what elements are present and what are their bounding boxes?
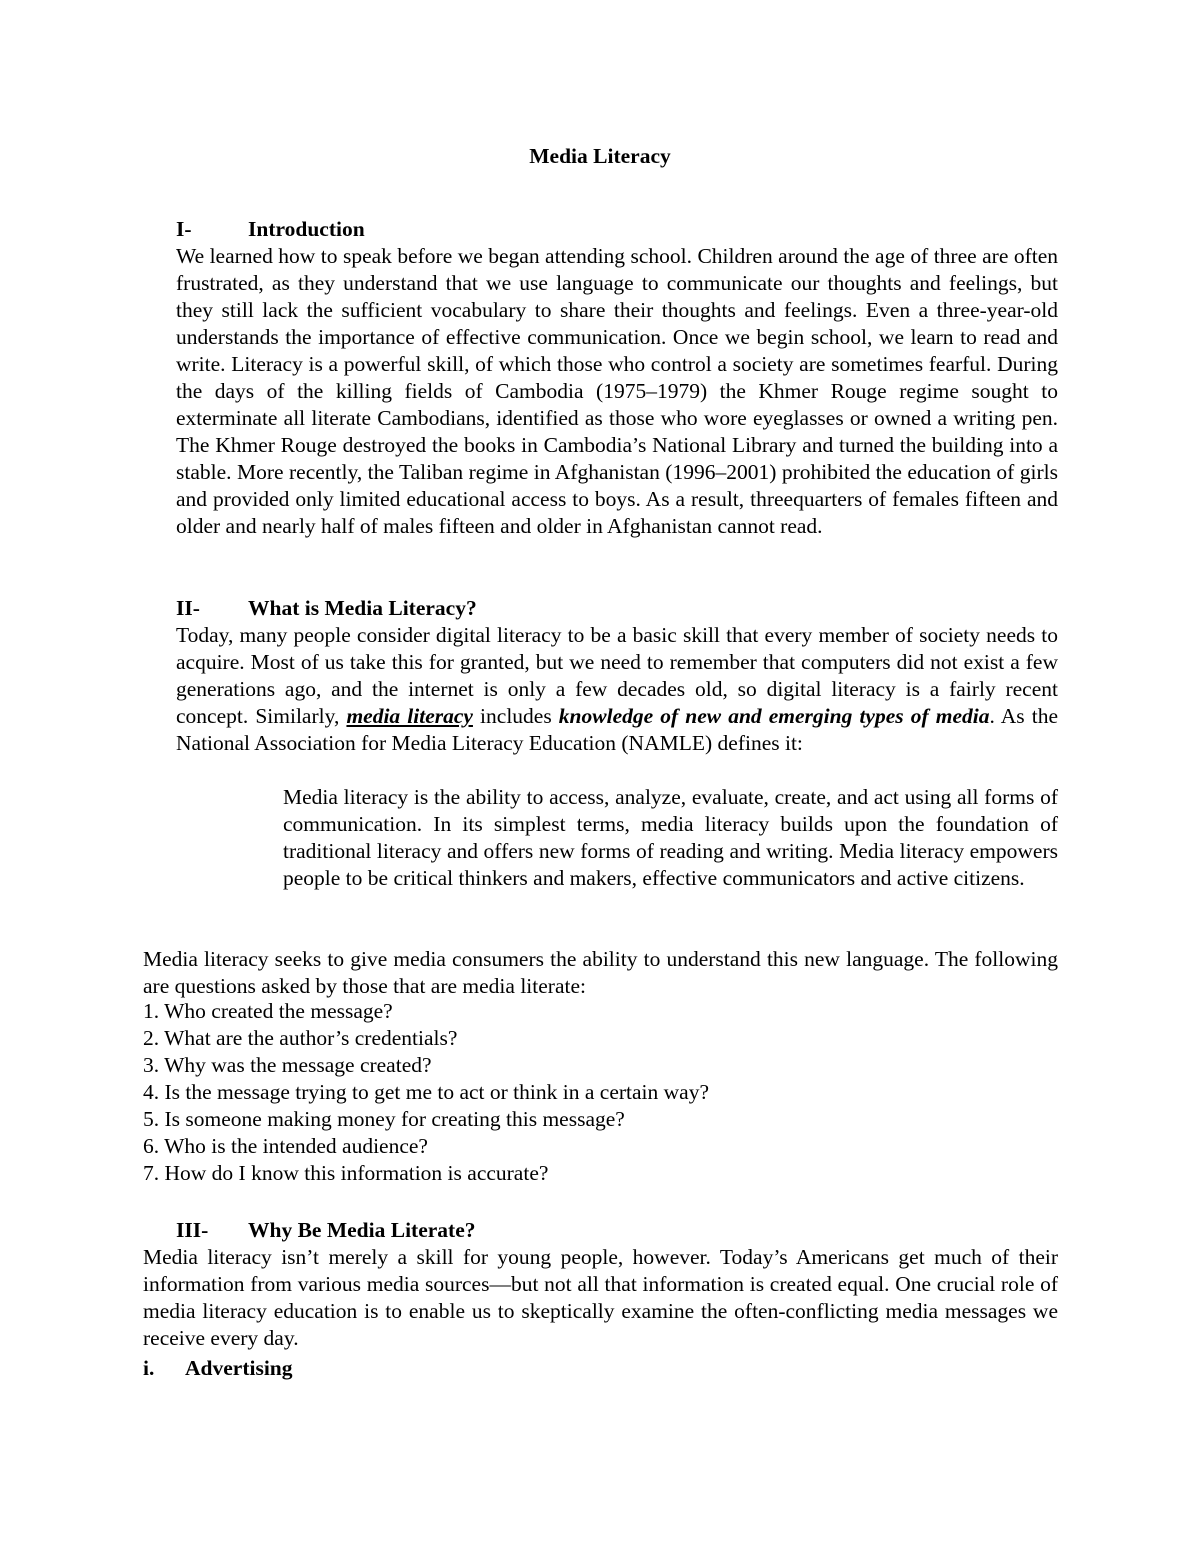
- question-item: 3. Why was the message created?: [143, 1053, 432, 1077]
- section-3-paragraph: Media literacy isn’t merely a skill for young people, however. Today’s Americans get much of their information from various media sources—but not all that information is created equal. One crucial role of media literacy education is to enable us to skeptically examine the often-conflicting media messages we receive every day.: [143, 1245, 1058, 1350]
- section-2-paragraph: [176, 622, 1058, 757]
- questions-intro: Media literacy seeks to give media consumers the ability to understand this new language. The following are questions asked by those that are media literate:: [143, 947, 1058, 998]
- section-2-title: What is Media Literacy?: [248, 596, 477, 620]
- subsection-advertising-heading: [143, 1355, 293, 1382]
- section-2-text-c: . As the National Association for Media Literacy Education (NAMLE) defines it:: [176, 704, 1059, 755]
- section-3-number: III-: [176, 1218, 209, 1242]
- section-2-number: II-: [176, 596, 200, 620]
- question-item: 6. Who is the intended audience?: [143, 1134, 428, 1158]
- section-1-number: I-: [176, 217, 192, 241]
- question-item: 4. Is the message trying to get me to act or think in a certain way?: [143, 1080, 709, 1104]
- document-title: Media Literacy: [529, 144, 671, 168]
- media-literacy-questions: [143, 998, 709, 1187]
- subsection-title: Advertising: [185, 1356, 293, 1380]
- section-2-heading: [176, 595, 477, 622]
- section-1-title: Introduction: [248, 217, 365, 241]
- namle-definition-quote: Media literacy is the ability to access, analyze, evaluate, create, and act using all forms of communication. In its simplest terms, media literacy builds upon the foundation of traditional literacy and offers new forms of reading and writing. Media literacy empowers people to be critical thinkers and makers, effective communicators and active citizens.: [283, 785, 1058, 890]
- section-2-text-a: Today, many people consider digital literacy to be a basic skill that every member of society needs to acquire. Most of us take this for granted, but we need to remember that computers did not exist a few generations ago, and the internet is only a few decades old, so digital literacy is a fairly recent concept. Similarly,: [176, 623, 1058, 728]
- subsection-number: i.: [143, 1356, 155, 1380]
- section-3-title: Why Be Media Literate?: [248, 1218, 476, 1242]
- section-2-text-b: includes: [472, 704, 559, 728]
- term-new-media: knowledge of new and emerging types of media: [558, 704, 990, 728]
- question-item: 7. How do I know this information is accurate?: [143, 1161, 549, 1185]
- section-1-paragraph: We learned how to speak before we began attending school. Children around the age of three are often frustrated, as they understand that we use language to communicate our thoughts and feelings, but they still lack the sufficient vocabulary to share their thoughts and feelings. Even a three-year-old understands the importance of effective communication. Once we begin school, we learn to read and write. Literacy is a powerful skill, of which those who control a society are sometimes fearful. During the days of the killing fields of Cambodia (1975–1979) the Khmer Rouge regime sought to exterminate all literate Cambodians, identified as those who wore eyeglasses or owned a writing pen. The Khmer Rouge destroyed the books in Cambodia’s National Library and turned the building into a stable. More recently, the Taliban regime in Afghanistan (1996–2001) prohibited the education of girls and provided only limited educational access to boys. As a result, threequarters of females fifteen and older and nearly half of males fifteen and older in Afghanistan cannot read.: [176, 244, 1058, 538]
- question-item: 5. Is someone making money for creating this message?: [143, 1107, 625, 1131]
- section-3-heading: [176, 1217, 476, 1244]
- term-media-literacy: media literacy: [346, 704, 473, 728]
- question-item: 1. Who created the message?: [143, 999, 393, 1023]
- question-item: 2. What are the author’s credentials?: [143, 1026, 458, 1050]
- section-1-heading: [176, 216, 365, 243]
